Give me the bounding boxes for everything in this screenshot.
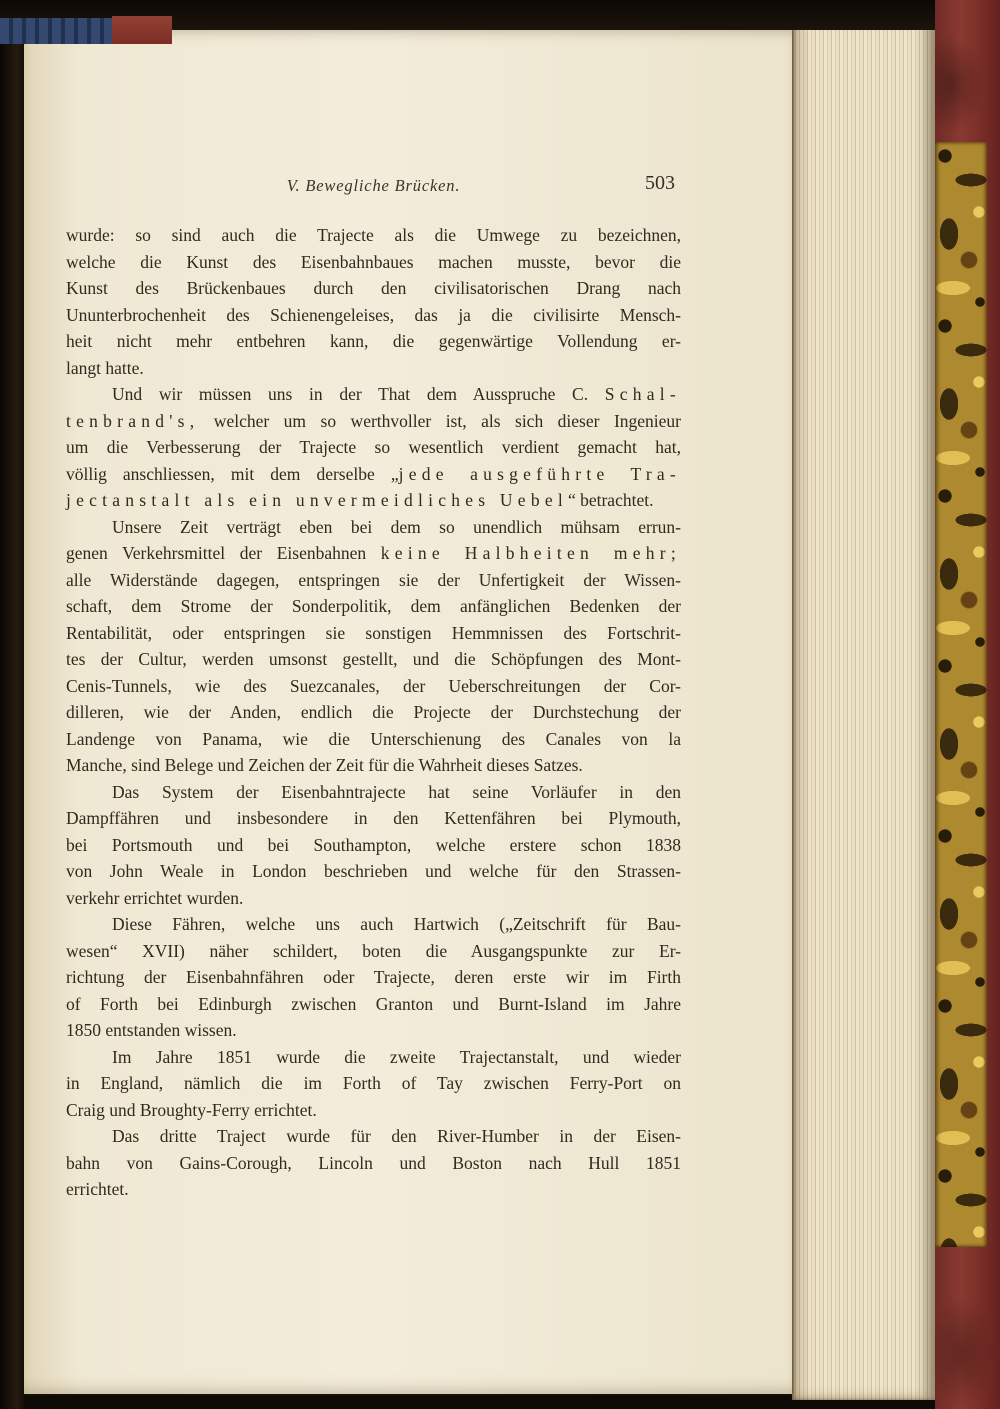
letterspaced-emphasis-text: jede ausgeführte Tra- bbox=[398, 463, 681, 484]
book-page bbox=[24, 30, 792, 1394]
text-line: 1850 entstanden wissen. bbox=[66, 1020, 237, 1040]
text-line: Craig und Broughty-Ferry errichtet. bbox=[66, 1099, 317, 1120]
page-header bbox=[66, 172, 681, 202]
headband-red-cloth bbox=[112, 16, 172, 44]
text-line: Rentabilität, oder entspringen sie sonstigen Hemmnissen des Fortschrit- bbox=[66, 622, 681, 643]
text-line: Das dritte Traject wurde für den River-Humber in der Eisen- bbox=[112, 1126, 681, 1146]
page-fore-edge-stack bbox=[792, 0, 935, 1400]
text-line: verkehr errichtet wurden. bbox=[66, 887, 244, 908]
letterspaced-emphasis-text: tenbrand's, bbox=[66, 410, 200, 431]
page-number: 503 bbox=[645, 172, 675, 194]
text-line: welche die Kunst des Eisenbahnbaues machen musste, bevor die bbox=[66, 251, 681, 272]
text-line: alle Widerstände dagegen, entspringen sie der Unfertigkeit der Wissen- bbox=[66, 569, 681, 590]
text-line bbox=[66, 408, 681, 435]
text-line: Unsere Zeit verträgt eben bei dem so unendlich mühsam errun- bbox=[112, 516, 681, 537]
paragraph bbox=[66, 911, 681, 1044]
text-line: wurde: so sind auch die Trajecte als die Umwege zu bezeichnen, bbox=[66, 225, 681, 245]
paragraph bbox=[66, 222, 681, 381]
text-line: Manche, sind Belege und Zeichen der Zeit für die Wahrheit dieses Satzes. bbox=[66, 755, 583, 775]
marbled-paper-edge bbox=[935, 142, 987, 1247]
text-line: in England, nämlich die im Forth of Tay zwischen Ferry-Port on bbox=[66, 1073, 681, 1093]
paragraph bbox=[66, 1123, 681, 1203]
text-line: bahn von Gains-Corough, Lincoln und Boston nach Hull 1851 bbox=[66, 1152, 681, 1173]
text-segment: welcher um so werthvoller ist, als sich dieser Ingenieur bbox=[199, 410, 681, 431]
text-segment: Und wir müssen uns in der That dem Ausspruche C. bbox=[112, 384, 605, 404]
text-line: Ununterbrochenheit des Schienengeleises, das ja die civilisirte Mensch- bbox=[66, 304, 681, 325]
text-segment: völlig anschliessen, mit dem derselbe „ bbox=[66, 463, 399, 484]
text-line: wesen“ XVII) näher schildert, boten die Ausgangspunkte zur Er- bbox=[66, 940, 681, 961]
text-line: Diese Fähren, welche uns auch Hartwich („Zeitschrift für Bau- bbox=[112, 914, 681, 934]
text-line bbox=[66, 487, 681, 514]
text-line: von John Weale in London beschrieben und welche für den Strassen- bbox=[66, 861, 681, 881]
text-line: bei Portsmouth und bei Southampton, welche erstere schon 1838 bbox=[66, 834, 681, 855]
text-line: of Forth bei Edinburgh zwischen Granton und Burnt-Island im Jahre bbox=[66, 993, 681, 1014]
text-segment: genen Verkehrsmittel der Eisenbahnen bbox=[66, 543, 381, 563]
paragraph bbox=[66, 381, 681, 514]
letterspaced-emphasis-text: keine Halbheiten mehr; bbox=[380, 543, 681, 563]
chapter-running-title: V. Bewegliche Brücken. bbox=[286, 176, 461, 195]
letterspaced-emphasis-text: Schal- bbox=[604, 384, 681, 404]
text-block bbox=[66, 222, 681, 1203]
headband-blue-cloth bbox=[0, 18, 116, 44]
spine-gutter-edge bbox=[0, 0, 24, 1409]
text-line: Dampffähren und insbesondere in den Kettenfähren bei Plymouth, bbox=[66, 808, 681, 828]
paragraph bbox=[66, 1044, 681, 1124]
text-line: schaft, dem Strome der Sonderpolitik, dem anfänglichen Bedenken der bbox=[66, 596, 681, 616]
text-line: tes der Cultur, werden umsonst gestellt, und die Schöpfungen des Mont- bbox=[66, 649, 681, 669]
text-segment: “ betrachtet. bbox=[567, 490, 654, 510]
text-line: langt hatte. bbox=[66, 357, 144, 378]
text-line: richtung der Eisenbahnfähren oder Trajecte, deren erste wir im Firth bbox=[66, 967, 681, 987]
text-line: dilleren, wie der Anden, endlich die Projecte der Durchstechung der bbox=[66, 702, 681, 722]
text-line: heit nicht mehr entbehren kann, die gegenwärtige Vollendung er- bbox=[66, 331, 681, 351]
text-line: Im Jahre 1851 wurde die zweite Trajectanstalt, und wieder bbox=[112, 1046, 681, 1067]
paragraph bbox=[66, 779, 681, 912]
text-line bbox=[66, 461, 681, 488]
text-line bbox=[66, 540, 681, 567]
text-line: Das System der Eisenbahntrajecte hat seine Vorläufer in den bbox=[112, 781, 681, 802]
letterspaced-emphasis-text: jectanstalt als ein unvermeidliches Uebel bbox=[66, 490, 568, 510]
text-line: um die Verbesserung der Trajecte so wesentlich verdient gemacht hat, bbox=[66, 437, 681, 457]
text-line: errichtet. bbox=[66, 1179, 129, 1199]
text-line: Landenge von Panama, wie die Unterschienung des Canales von la bbox=[66, 728, 681, 749]
text-line: Kunst des Brückenbaues durch den civilisatorischen Drang nach bbox=[66, 278, 681, 298]
text-line bbox=[66, 381, 681, 408]
text-line: Cenis-Tunnels, wie des Suezcanales, der Ueberschreitungen der Cor- bbox=[66, 675, 681, 696]
paragraph bbox=[66, 514, 681, 779]
